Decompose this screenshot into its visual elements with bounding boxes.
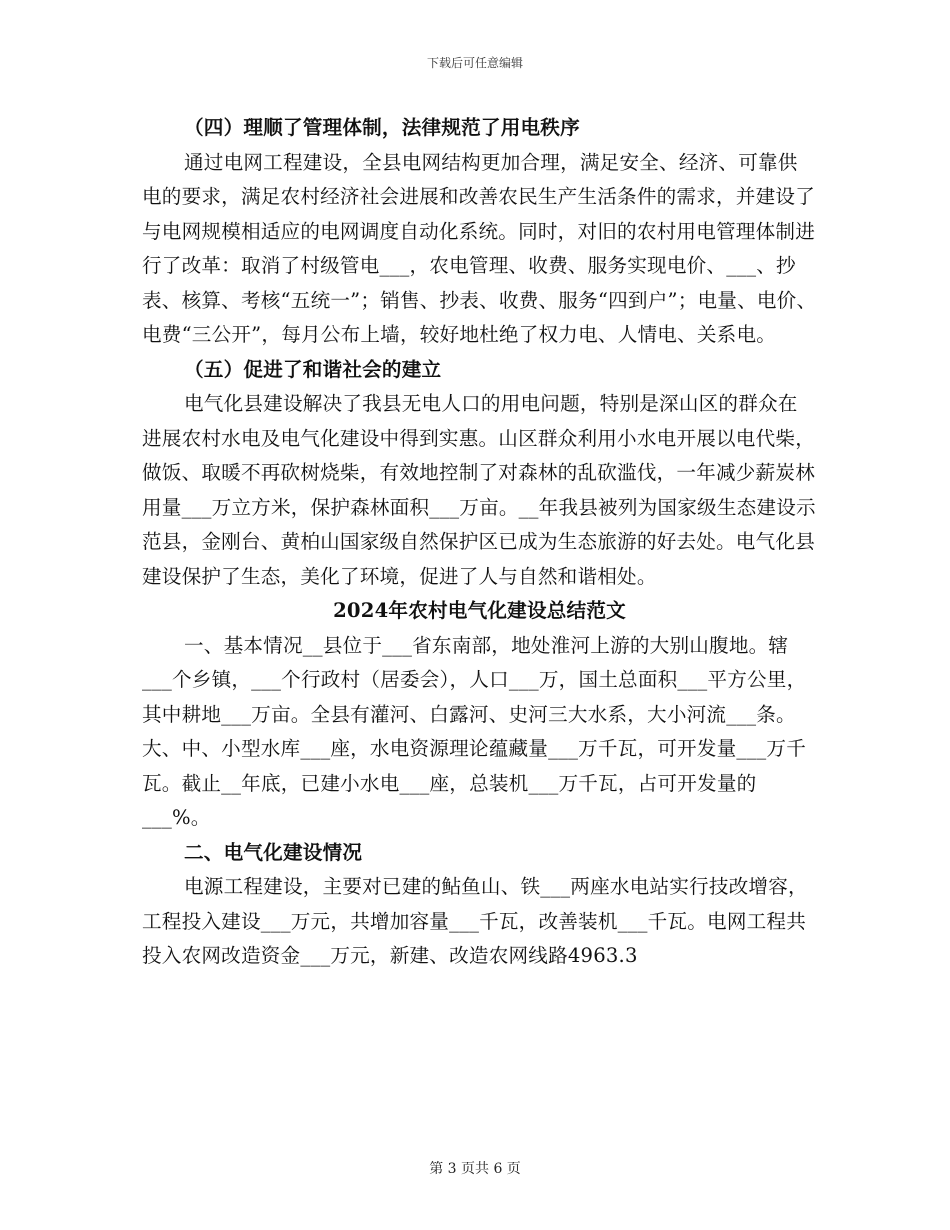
paragraph-basic-situation: 一、基本情况__县位于___省东南部，地处淮河上游的大别山腹地。辖___个乡镇，___个行政村（居委会），人口___万，国土总面积___平方公里，其中耕地___万亩。全县有灌河、白露河、史河三大水系，大小河流___条。大、中、小型水库___座，水电资源理论蕴藏量___万千瓦，可开发量___万千瓦。截止__年底，已建小水电___座，总装机___万千瓦，占可开发量的___%。 — [142, 633, 807, 829]
paragraph-management: 通过电网工程建设，全县电网结构更加合理，满足安全、经济、可靠供电的要求，满足农村经济社会进展和改善农民生产生活条件的需求，并建设了与电网规模相适应的电网调度自动化系统。同时，对旧的农村用电管理体制进行了改革：取消了村级管电___，农电管理、收费、服务实现电价、___、抄表、核算、考核“五统一”；销售、抄表、收费、服务“四到户”；电量、电价、电费“三公开”，每月公布上墙，较好地杜绝了权力电、人情电、关系电。 — [142, 150, 817, 346]
paragraph-construction: 电源工程建设，主要对已建的鲇鱼山、铁___两座水电站实行技改增容，工程投入建设___万元，共增加容量___千瓦，改善装机___千瓦。电网工程共投入农网改造资金___万元，新建、改造农网线路4963.3 — [142, 875, 808, 967]
paragraph-harmony: 电气化县建设解决了我县无电人口的用电问题，特别是深山区的群众在进展农村水电及电气化建设中得到实惠。山区群众利用小水电开展以电代柴，做饭、取暖不再砍树烧柴，有效地控制了对森林的乱砍滥伐，一年减少薪炭林用量___万立方米，保护森林面积___万亩。__年我县被列为国家级生态建设示范县，金刚台、黄柏山国家级自然保护区已成为生态旅游的好去处。电气化县建设保护了生态，美化了环境，促进了人与自然和谐相处。 — [142, 392, 816, 588]
page-header: 下载后可任意编辑 — [426, 56, 523, 70]
page-footer: 第 3 页共 6 页 — [429, 1161, 521, 1177]
document-title: 2024年农村电气化建设总结范文 — [333, 599, 626, 622]
section-heading-5: （五）促进了和谐社会的建立 — [184, 357, 442, 381]
section-heading-2: 二、电气化建设情况 — [184, 840, 363, 864]
document-body — [142, 111, 817, 974]
section-heading-4: （四）理顺了管理体制，法律规范了用电秩序 — [184, 116, 580, 139]
